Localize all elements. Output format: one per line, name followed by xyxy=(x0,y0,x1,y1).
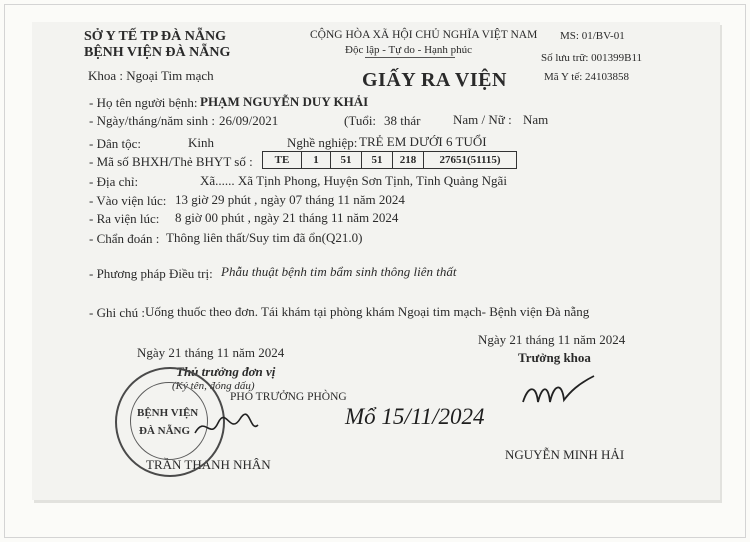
gender-value: Nam xyxy=(523,112,549,127)
left-sign-role: PHÓ TRƯỞNG PHÒNG xyxy=(230,391,347,403)
agency-name: SỞ Y TẾ TP ĐÀ NẴNG xyxy=(84,29,226,44)
right-sign-date: Ngày 21 tháng 11 năm 2024 xyxy=(478,332,626,347)
insurance-label: - Mã số BHXH/Thẻ BHYT số : xyxy=(89,154,253,169)
note-label: - Ghi chú : xyxy=(89,305,145,320)
admit-value: 13 giờ 29 phút , ngày 07 tháng 11 năm 2024 xyxy=(175,192,405,207)
dob-value: 26/09/2021 xyxy=(219,113,279,128)
note-value: Uống thuốc theo đơn. Tái khám tại phòng khám Ngoại tim mạch- Bệnh viện Đà nẵng xyxy=(145,304,590,319)
ethnicity-value: Kinh xyxy=(188,135,214,150)
form-code: MS: 01/BV-01 xyxy=(560,30,625,42)
diagnosis-value: Thông liên thất/Suy tim đã ổn(Q21.0) xyxy=(166,230,363,245)
dob-label: - Ngày/tháng/năm sinh : xyxy=(89,113,216,128)
hospital-name: BỆNH VIỆN ĐÀ NẴNG xyxy=(84,45,231,60)
insurance-cell: 1 xyxy=(302,151,331,169)
document-title: GIẤY RA VIỆN xyxy=(362,69,507,91)
left-sign-subtitle: (Ký tên, đóng dấu) xyxy=(172,380,255,392)
right-sign-title: Trưởng khoa xyxy=(518,350,591,365)
treatment-value: Phẫu thuật bệnh tim bẩm sinh thông liên thất xyxy=(221,264,457,279)
admit-label: - Vào viện lúc: xyxy=(89,193,167,208)
ethnicity-label: - Dân tộc: xyxy=(89,136,141,151)
insurance-cell: 51 xyxy=(331,151,362,169)
department: Khoa : Ngoại Tim mạch xyxy=(88,68,214,83)
age-label: (Tuổi: xyxy=(344,113,377,128)
nation-header: CỘNG HÒA XÃ HỘI CHỦ NGHĨA VIỆT NAM xyxy=(310,29,538,41)
handwritten-note: Mổ 15/11/2024 xyxy=(345,404,485,429)
left-signature xyxy=(190,405,260,445)
name-label: - Họ tên người bệnh: xyxy=(89,95,198,110)
archive-number: Số lưu trữ: 001399B11 xyxy=(541,52,643,64)
stamp-text-top: BỆNH VIỆN xyxy=(137,407,199,419)
insurance-cell: 218 xyxy=(393,151,424,169)
insurance-cell: 27651(51115) xyxy=(424,151,517,169)
address-label: - Địa chỉ: xyxy=(89,174,139,189)
insurance-cell: TE xyxy=(262,151,302,169)
nation-motto: Độc lập - Tự do - Hạnh phúc xyxy=(345,44,473,56)
job-label: Nghề nghiệp: xyxy=(287,135,358,150)
right-signature xyxy=(518,372,598,420)
treatment-label: - Phương pháp Điều trị: xyxy=(89,266,213,281)
discharge-label: - Ra viện lúc: xyxy=(89,211,160,226)
motto-underline xyxy=(365,57,455,58)
insurance-cell: 51 xyxy=(362,151,393,169)
right-signer-name: NGUYỄN MINH HẢI xyxy=(505,447,625,462)
medical-code: Mã Y tế: 24103858 xyxy=(544,71,630,83)
job-value: TRẺ EM DƯỚI 6 TUỔI xyxy=(359,134,487,149)
insurance-boxes xyxy=(262,151,517,169)
left-signer-name: TRẦN THANH NHÂN xyxy=(146,457,271,472)
discharge-value: 8 giờ 00 phút , ngày 21 tháng 11 năm 2024 xyxy=(175,210,399,225)
patient-name: PHẠM NGUYỄN DUY KHẢI xyxy=(200,94,369,109)
address-value: Xã...... Xã Tịnh Phong, Huyện Sơn Tịnh, Tỉnh Quảng Ngãi xyxy=(200,173,507,188)
diagnosis-label: - Chẩn đoán : xyxy=(89,231,160,246)
stamp-text-mid: ĐÀ NẴNG xyxy=(139,425,191,437)
left-sign-date: Ngày 21 tháng 11 năm 2024 xyxy=(137,345,285,360)
age-value: 38 thár xyxy=(384,113,421,128)
left-sign-title: Thủ trưởng đơn vị xyxy=(176,364,276,379)
gender-label: Nam / Nữ : xyxy=(453,112,512,127)
